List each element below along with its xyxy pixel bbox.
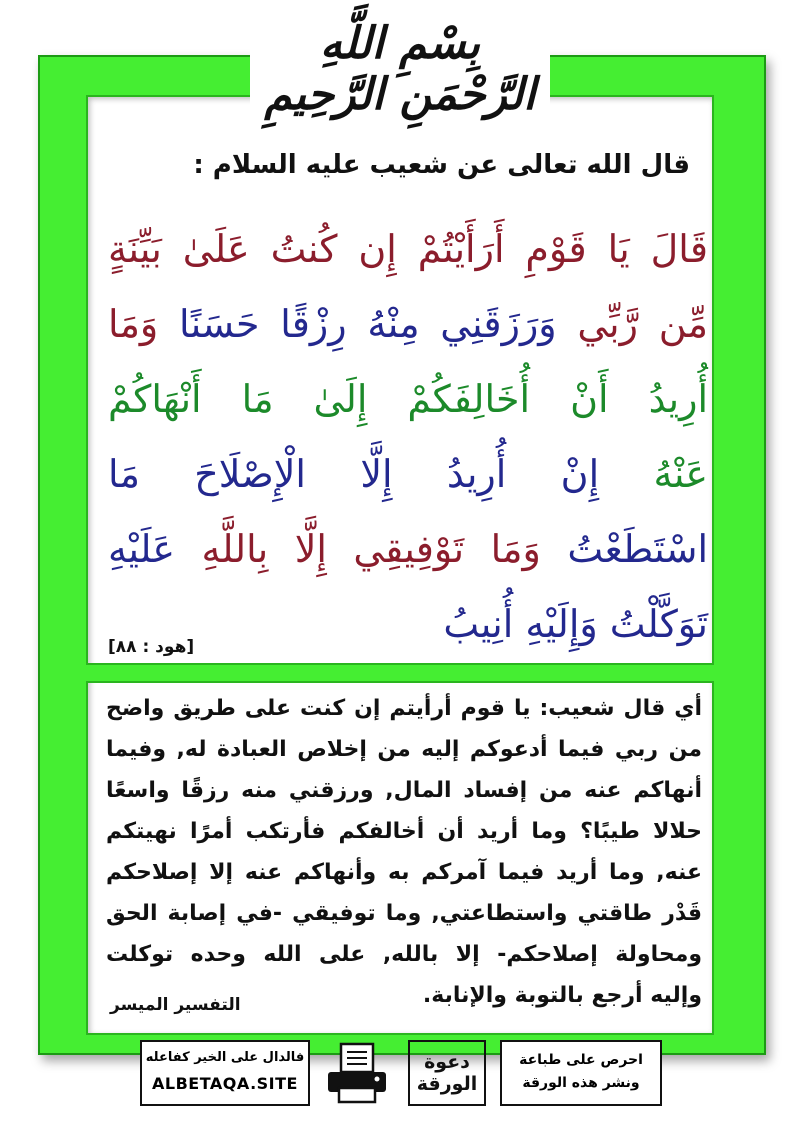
tafsir-line: قَدْر طاقتي واستطاعتي, وما توفيقي -في إصابة الحق xyxy=(106,901,702,926)
page-heading: قال الله تعالى عن شعيب عليه السلام : xyxy=(193,150,690,180)
verse-reference: [هود : ٨٨] xyxy=(108,637,195,657)
tafsir-line: أي قال شعيب: يا قوم أرأيتم إن كنت على طريق واضح xyxy=(106,696,702,721)
footer-website-box xyxy=(140,1040,310,1106)
footer-print-line-1: احرص على طباعة xyxy=(519,1052,643,1068)
tafsir-line: ومحاولة إصلاحكم- إلا بالله, على الله وحده توكلت xyxy=(106,942,702,967)
verse-segment: اسْتَطَعْتُ xyxy=(540,527,708,571)
footer-website[interactable]: ALBETAQA.SITE xyxy=(152,1074,298,1093)
verse-segment: وَمَا تَوْفِيقِي إِلَّا بِاللَّهِ xyxy=(175,527,541,571)
verse-line xyxy=(108,512,708,587)
printer-icon xyxy=(325,1042,389,1104)
section-divider xyxy=(86,663,714,683)
basmala-calligraphy: بِسْمِ اللَّهِ الرَّحْمَنِ الرَّحِيمِ xyxy=(264,18,536,120)
tafsir-line: وإليه أرجع بالتوبة والإنابة. xyxy=(422,983,702,1008)
verse-line xyxy=(108,362,708,437)
verse-segment: عَنْهُ xyxy=(599,452,708,496)
verse-line xyxy=(108,437,708,512)
quran-verse xyxy=(108,212,708,662)
logo-line-1: دعوة xyxy=(424,1051,470,1073)
tafsir-line: حلالا طيبًا؟ وما أريد أن أخالفكم فأرتكب أمرًا نهيتكم xyxy=(106,819,702,844)
tafsir-source: التفسير الميسر xyxy=(110,995,241,1015)
footer-print-line-2: ونشر هذه الورقة xyxy=(522,1075,640,1091)
tafsir-line: من ربي فيما أدعوكم إليه من إخلاص العبادة له, وفيما xyxy=(106,737,702,762)
footer-saying: فالدال على الخير كفاعله xyxy=(145,1050,305,1065)
tafsir-line: أنهاكم عنه من إفساد المال, ورزقني منه رزقًا واسعًا xyxy=(106,778,702,803)
footer-print-box xyxy=(500,1040,662,1106)
verse-line xyxy=(108,287,708,362)
logo-line-2: الورقة xyxy=(416,1073,478,1095)
tafsir-line: عنه, وما أريد فيما آمركم به وأنهاكم عنه إلا إصلاحكم xyxy=(106,860,702,885)
verse-segment: وَمَا xyxy=(108,302,159,346)
verse-segment: وَرَزَقَنِي مِنْهُ رِزْقًا حَسَنًا xyxy=(158,302,557,346)
verse-segment: عَلَيْهِ xyxy=(108,527,176,571)
verse-segment: قَالَ يَا قَوْمِ أَرَأَيْتُمْ إِن كُنتُ عَلَىٰ بَيِّنَةٍ xyxy=(108,227,708,271)
footer xyxy=(140,1040,662,1110)
logo-dawat-alwaraqa xyxy=(408,1040,486,1106)
verse-segment: إِنْ أُرِيدُ إِلَّا الْإِصْلَاحَ مَا xyxy=(108,452,600,496)
tafsir-text xyxy=(106,688,702,1016)
verse-line xyxy=(108,587,708,662)
verse-segment: أُرِيدُ أَنْ أُخَالِفَكُمْ إِلَىٰ مَا أَنْهَاكُمْ xyxy=(108,377,708,421)
verse-segment: تَوَكَّلْتُ وَإِلَيْهِ أُنِيبُ xyxy=(443,602,708,646)
verse-line xyxy=(108,212,708,287)
verse-segment: مِّن رَّبِّي xyxy=(556,302,708,346)
